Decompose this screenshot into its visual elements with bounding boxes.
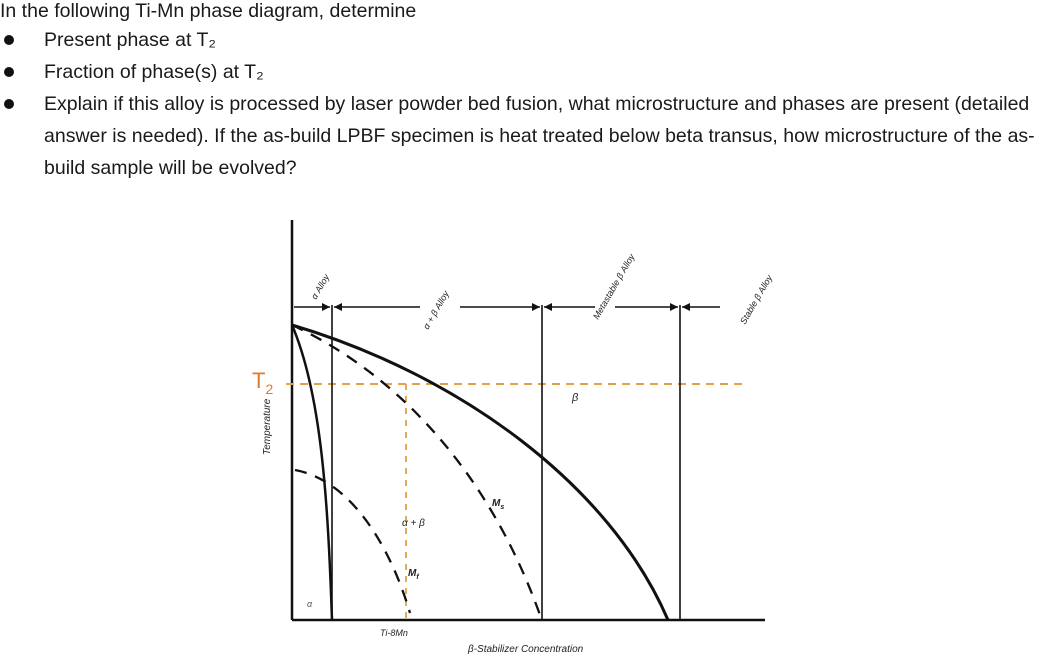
metastable-beta-alloy-label: Metastable β Alloy [591, 252, 637, 321]
phase-diagram-svg [250, 205, 775, 665]
question-item-text: Explain if this alloy is processed by laser powder bed fusion, what microstructure and phases are present (detailed answer is needed). If the as-build LPBF specimen is heat treated below beta transus, how microstructure of the as-build sample will be evolved? [44, 93, 1035, 179]
ms-label: $M_s$ [492, 498, 505, 511]
question-item-present-phase [0, 24, 1053, 56]
composition-label: Ti-8Mn [380, 628, 408, 638]
t2-label: $T_2$ [252, 368, 274, 397]
alpha-alloy-label: α Alloy [309, 272, 332, 301]
question-list [0, 24, 1053, 184]
mf-curve [295, 470, 410, 613]
y-axis-label: Temperature [262, 398, 273, 455]
question-item-lpbf-explanation [0, 88, 1053, 184]
bullet-icon [4, 35, 14, 45]
alpha-region-label: α [307, 599, 313, 609]
phase-diagram [250, 205, 775, 665]
alpha-beta-region-label: α + β [402, 518, 425, 529]
bullet-icon [4, 99, 14, 109]
alpha-solvus-curve [292, 325, 332, 620]
alpha-beta-alloy-label: α + β Alloy [421, 289, 452, 331]
x-axis-label: β-Stabilizer Concentration [468, 644, 584, 655]
question-prompt: In the following Ti-Mn phase diagram, determine [0, 0, 417, 22]
stable-beta-alloy-label: Stable β Alloy [738, 273, 775, 326]
question-item-text: Present phase at T₂ [44, 29, 216, 51]
question-item-text: Fraction of phase(s) at T₂ [44, 61, 264, 83]
bullet-icon [4, 67, 14, 77]
beta-transus-curve [292, 325, 668, 620]
beta-region-label: β [572, 392, 579, 404]
mf-label: $M_f$ [408, 568, 419, 581]
question-item-phase-fraction [0, 56, 1053, 88]
question-text [0, 0, 1053, 184]
